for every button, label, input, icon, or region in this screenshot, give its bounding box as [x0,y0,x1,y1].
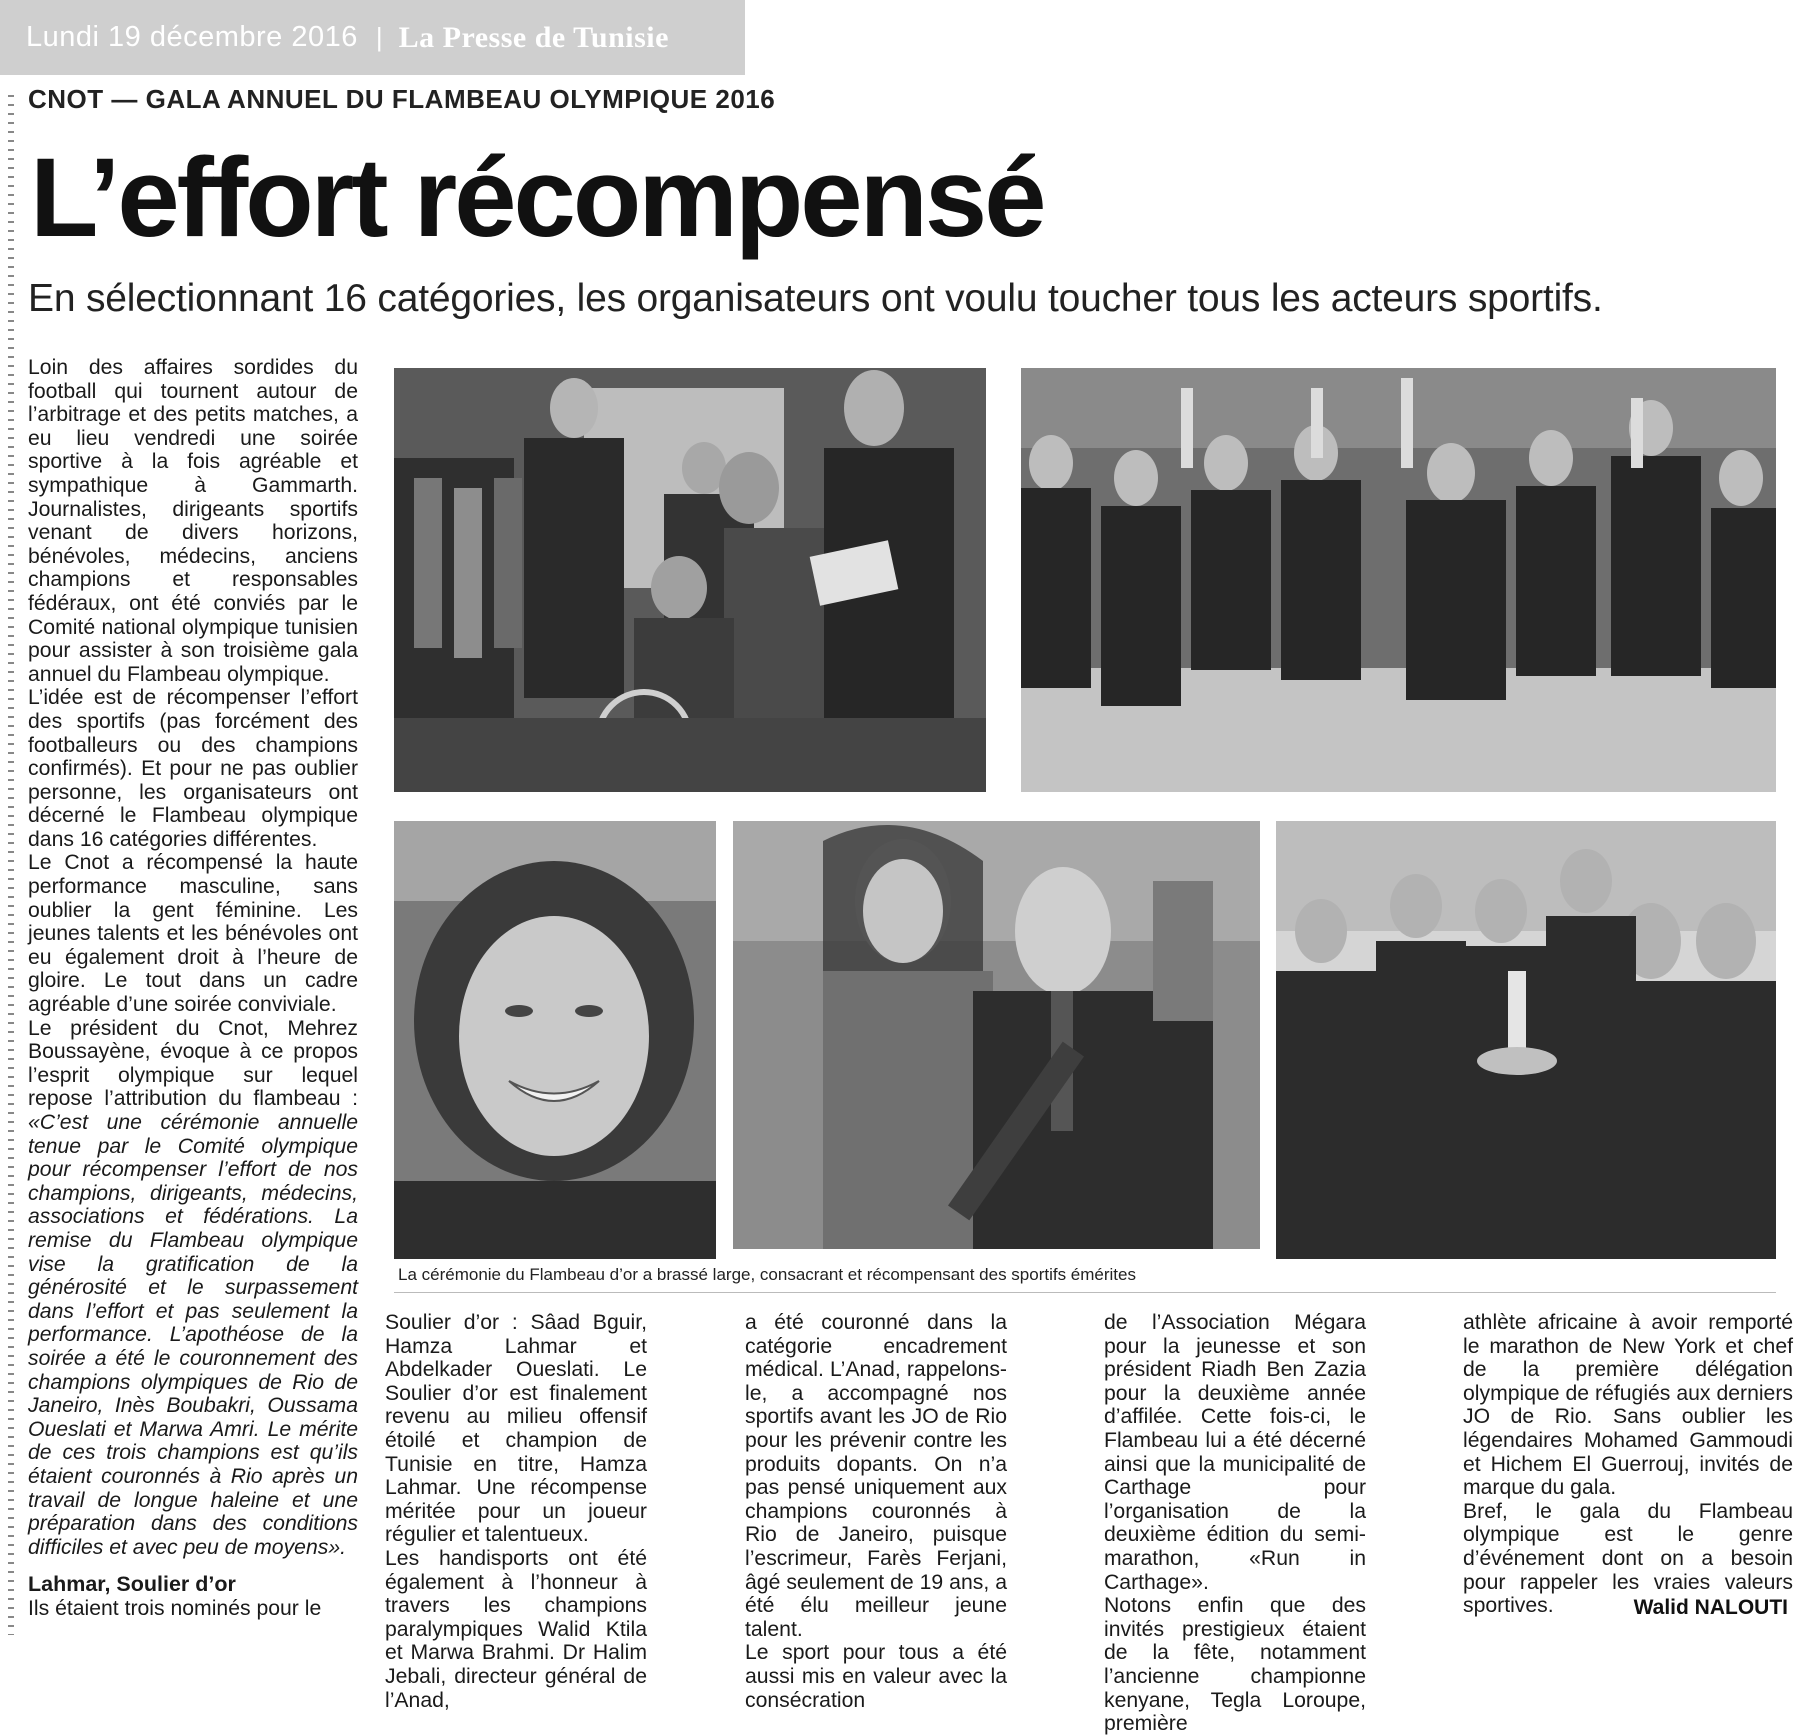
author-byline: Walid NALOUTI [1633,1596,1788,1619]
scan-edge-dots [8,95,14,1635]
paragraph: Soulier d’or : Sâad Bguir, Hamza Lahmar et Abdelkader Oueslati. Le Soulier d’or est finalement revenu au milieu offensif étoilé et champion de Tunisie en titre, Hamza Lahmar. Une récompense méritée pour un joueur régulier et talentueux. [385,1311,647,1547]
paragraph: L’idée est de récompenser l’effort des sportifs (pas forcément des footballeurs ou des champions confirmés). Et pour ne pas oublier personne, les organisateurs ont décerné le Flambeau olympique dans 16 catégories différentes. [28,686,358,851]
article-column-1 [28,356,358,1620]
president-quote: «C’est une cérémonie annuelle tenue par le Comité olympique pour récompenser l’effort de nos champions, dirigeants, médecins, associations et fédérations. La remise du Flambeau olympique vise la gratification de la générosité et le surpassement dans l’effort et pas seulement la performance. L’apothéose de la soirée a été le couronnement des champions olympiques de Rio de Janeiro, Inès Boubakri, Oussama Oueslati et Marwa Amri. Le mérite de ces trois champions est qu’ils étaient couronnés à Rio après un travail de longue haleine et une préparation dans des conditions difficiles et avec peu de moyens». [28,1111,358,1559]
headline: L’effort récompensé [30,135,1044,260]
quote-intro: Le président du Cnot, Mehrez Boussayène, évoque à ce propos l’esprit olympique sur lequel repose l’attribution du flambeau : [28,1016,358,1111]
article-column-3 [745,1311,1007,1712]
photo-illustration [394,368,986,792]
paragraph: athlète africaine à avoir remporté le marathon de New York et chef de la première délégation olympique de réfugiés aux derniers JO de Rio. Sans oublier les légendaires Mohamed Gammoudi et Hichem El Guerrouj, invités de marque du gala. [1463,1311,1793,1500]
subhead: Lahmar, Soulier d’or [28,1572,236,1597]
photo-illustration [733,821,1260,1249]
article-column-2 [385,1311,647,1712]
masthead-separator: | [375,22,383,52]
paragraph: a été couronné dans la catégorie encadrement médical. L’Anad, rappelons-le, a accompagné nos sportifs avant les JO de Rio pour les prévenir contre les produits dopants. On n’a pas pensé uniquement aux champions couronnés à Rio de Janeiro, puisque l’escrimeur, Farès Ferjani, âgé seulement de 19 ans, a été élu meilleur jeune talent. [745,1311,1007,1641]
photo-man-with-torch-and-woman [733,821,1260,1249]
paragraph: Les handisports ont été également à l’honneur à travers les champions paralympiques Walid Ktila et Marwa Brahmi. Dr Halim Jebali, directeur général de l’Anad, [385,1546,647,1712]
kicker: CNOT — GALA ANNUEL DU FLAMBEAU OLYMPIQUE 2016 [28,84,776,114]
subheadline: En sélectionnant 16 catégories, les organisateurs ont voulu toucher tous les acteurs sportifs. [28,277,1603,320]
paragraph: Notons enfin que des invités prestigieux étaient de la fête, notamment l’ancienne championne kenyane, Tegla Loroupe, première [1104,1594,1366,1736]
paragraph: Loin des affaires sordides du football qui tournent autour de l’arbitrage et des petits matches, a eu lieu vendredi une soirée sportive à la fois agréable et sympathique à Gammarth. Journalistes, dirigeants sportifs venant de divers horizons, bénévoles, médecins, anciens champions et responsables fédéraux, ont été conviés par le Comité national olympique tunisien pour assister à son troisième gala annuel du Flambeau olympique. [28,356,358,686]
paragraph: Bref, le gala du Flambeau olympique est le genre d’événement dont on a besoin pour rappeler les vraies valeurs sportives. [1463,1499,1793,1618]
photo-group-torch-raising [1021,368,1776,792]
paragraph: Ils étaient trois nominés pour le [28,1596,322,1620]
photo-wheelchair-athlete-award [394,368,986,792]
photo-illustration [1276,821,1776,1259]
masthead [0,0,745,75]
photo-illustration [394,821,716,1259]
photo-group-holding-torch [1276,821,1776,1259]
article-column-5 [1463,1311,1793,1618]
newspaper-name: La Presse de Tunisie [398,20,669,54]
paragraph [28,1017,358,1560]
paragraph: Le sport pour tous a été aussi mis en valeur avec la consécration [745,1641,1007,1712]
article-column-4 [1104,1311,1366,1736]
photo-illustration [1021,368,1776,792]
photo-caption: La cérémonie du Flambeau d’or a brassé large, consacrant et récompensant des sportifs émérites [398,1265,1136,1284]
photo-smiling-woman-portrait [394,821,716,1259]
issue-date: Lundi 19 décembre 2016 [26,21,358,53]
paragraph: de l’Association Mégara pour la jeunesse et son président Riadh Ben Zazia pour la deuxième année d’affilée. Cette fois-ci, le Flambeau lui a été décerné ainsi que la municipalité de Carthage pour l’organisation de la deuxième édition du semi-marathon, «Run in Carthage». [1104,1311,1366,1594]
paragraph: Le Cnot a récompensé la haute performance masculine, sans oublier la gent féminine. Les jeunes talents et les bénévoles ont eu également droit à l’heure de gloire. Le tout dans un cadre agréable d’une soirée conviviale. [28,851,358,1017]
